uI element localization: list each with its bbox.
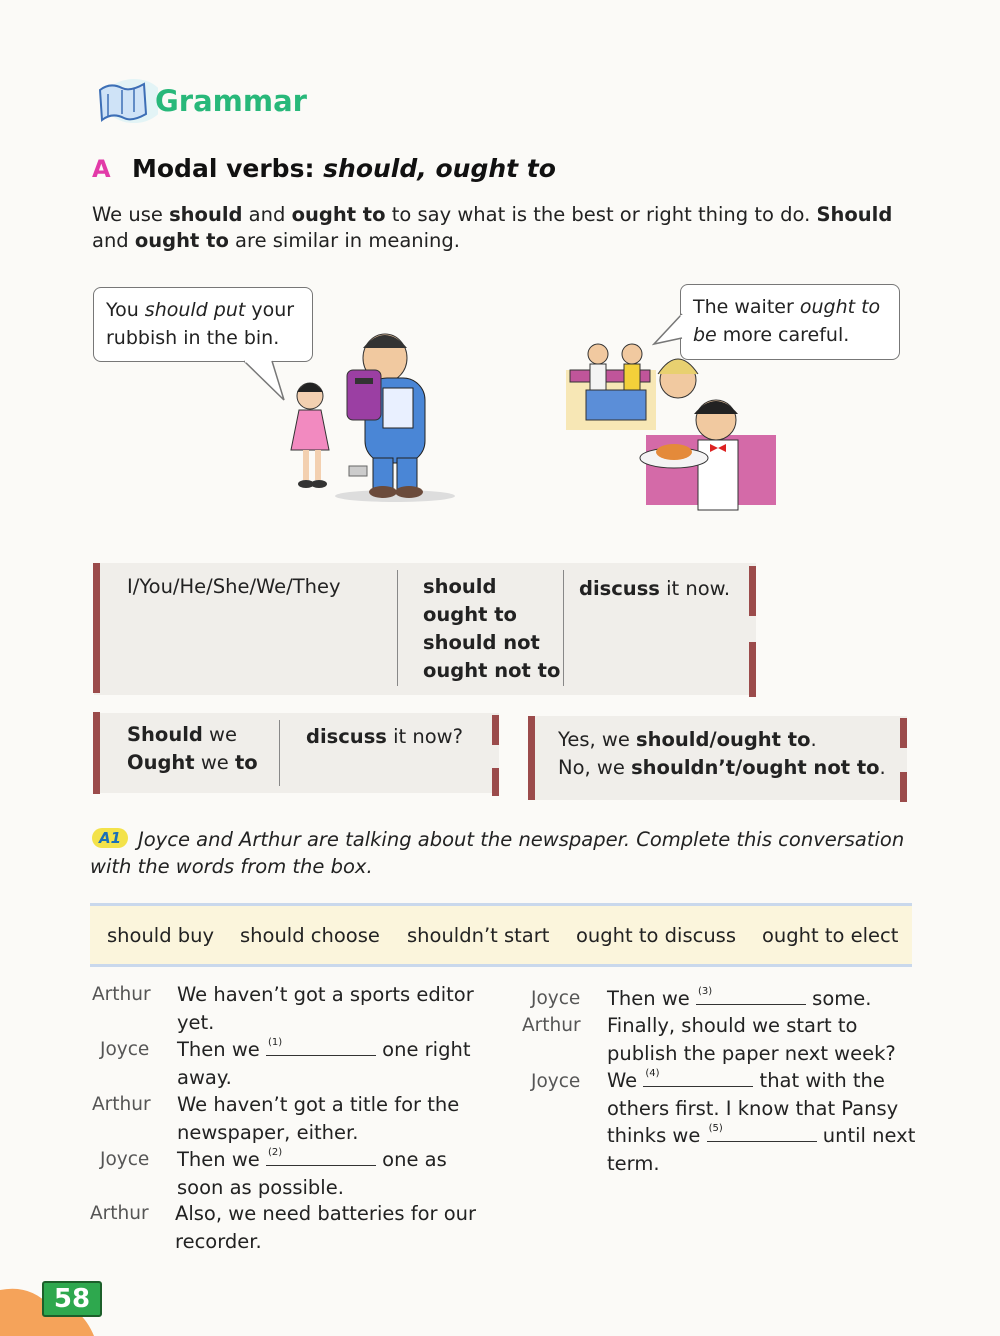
illustration-girl-and-man (285, 318, 465, 503)
table-bar (900, 718, 907, 748)
table-bar (93, 563, 100, 693)
answer-blank-4[interactable]: (4) (643, 1068, 753, 1087)
answer-blank-3[interactable]: (3) (696, 986, 806, 1005)
table-divider (279, 720, 280, 786)
word-option: should choose (240, 924, 380, 947)
speaker-label: Joyce (100, 1039, 150, 1060)
dialogue-line: We haven’t got a sports editor yet. (177, 983, 474, 1034)
speaker-label: Joyce (531, 1071, 581, 1092)
section-heading: Grammar (155, 84, 307, 118)
speaker-label: Arthur (92, 1094, 151, 1115)
answer-blank-1[interactable]: (1) (266, 1037, 376, 1056)
table-bar (492, 715, 499, 745)
table-bar (900, 772, 907, 802)
dialogue-line: Finally, should we start to publish the paper next week? (607, 1014, 896, 1065)
table-bar (93, 712, 100, 794)
question-subject: Should we Ought we to (127, 723, 258, 774)
answer-blank-2[interactable]: (2) (266, 1147, 376, 1166)
short-answers: Yes, we should/ought to. No, we shouldn’t/ought not to. (558, 728, 886, 779)
page-number: 58 (42, 1281, 102, 1317)
speaker-label: Joyce (531, 988, 581, 1009)
word-option: should buy (107, 924, 215, 947)
table-bar (749, 566, 756, 616)
word-option: shouldn’t start (407, 924, 550, 947)
speaker-label: Arthur (522, 1015, 581, 1036)
intro-paragraph: We use should and ought to to say what is the best or right thing to do. Should and ought to are similar in meaning. (92, 203, 893, 252)
dialogue-line: We haven’t got a title for the newspaper, either. (177, 1093, 460, 1144)
illustration-restaurant-waiter (566, 340, 776, 515)
table-divider (563, 570, 564, 686)
word-box (90, 903, 912, 967)
dialogue-line: Then we (3) some. (607, 986, 872, 1010)
section-letter: A (92, 155, 111, 183)
scroll-icon (94, 76, 154, 126)
dialogue-line: Also, we need batteries for our recorder. (175, 1202, 477, 1253)
speaker-label: Arthur (92, 984, 151, 1005)
speaker-label: Arthur (90, 1203, 149, 1224)
speech-bubble-right: The waiter ought to be more careful. (680, 284, 900, 360)
exercise-badge: A1 (92, 828, 128, 848)
table-divider (397, 570, 398, 686)
dialogue-line: Then we (2) one as soon as possible. (177, 1147, 447, 1199)
table-modals: should ought to should not ought not to (423, 575, 561, 682)
answer-blank-5[interactable]: (5) (707, 1123, 817, 1142)
table-subjects: I/You/He/She/We/They (127, 575, 341, 598)
table-rest: discuss it now. (579, 577, 731, 600)
word-option: ought to discuss (576, 924, 736, 947)
table-bar (492, 768, 499, 796)
exercise-instruction: Joyce and Arthur are talking about the newspaper. Complete this conversation with the words from the box. (90, 828, 905, 878)
section-title: Modal verbs: should, ought to (132, 154, 556, 183)
word-option: ought to elect (762, 924, 899, 947)
speaker-label: Joyce (100, 1149, 150, 1170)
dialogue-line: We (4) that with the others first. I know that Pansy thinks we (5) until next term. (607, 1068, 916, 1175)
speech-bubble-left: You should put your rubbish in the bin. (93, 287, 313, 362)
table-bar (749, 642, 756, 697)
speech-bubble-tail-left (240, 360, 290, 405)
question-rest: discuss it now? (306, 725, 463, 748)
table-bar (528, 716, 535, 800)
dialogue-line: Then we (1) one right away. (177, 1037, 471, 1089)
